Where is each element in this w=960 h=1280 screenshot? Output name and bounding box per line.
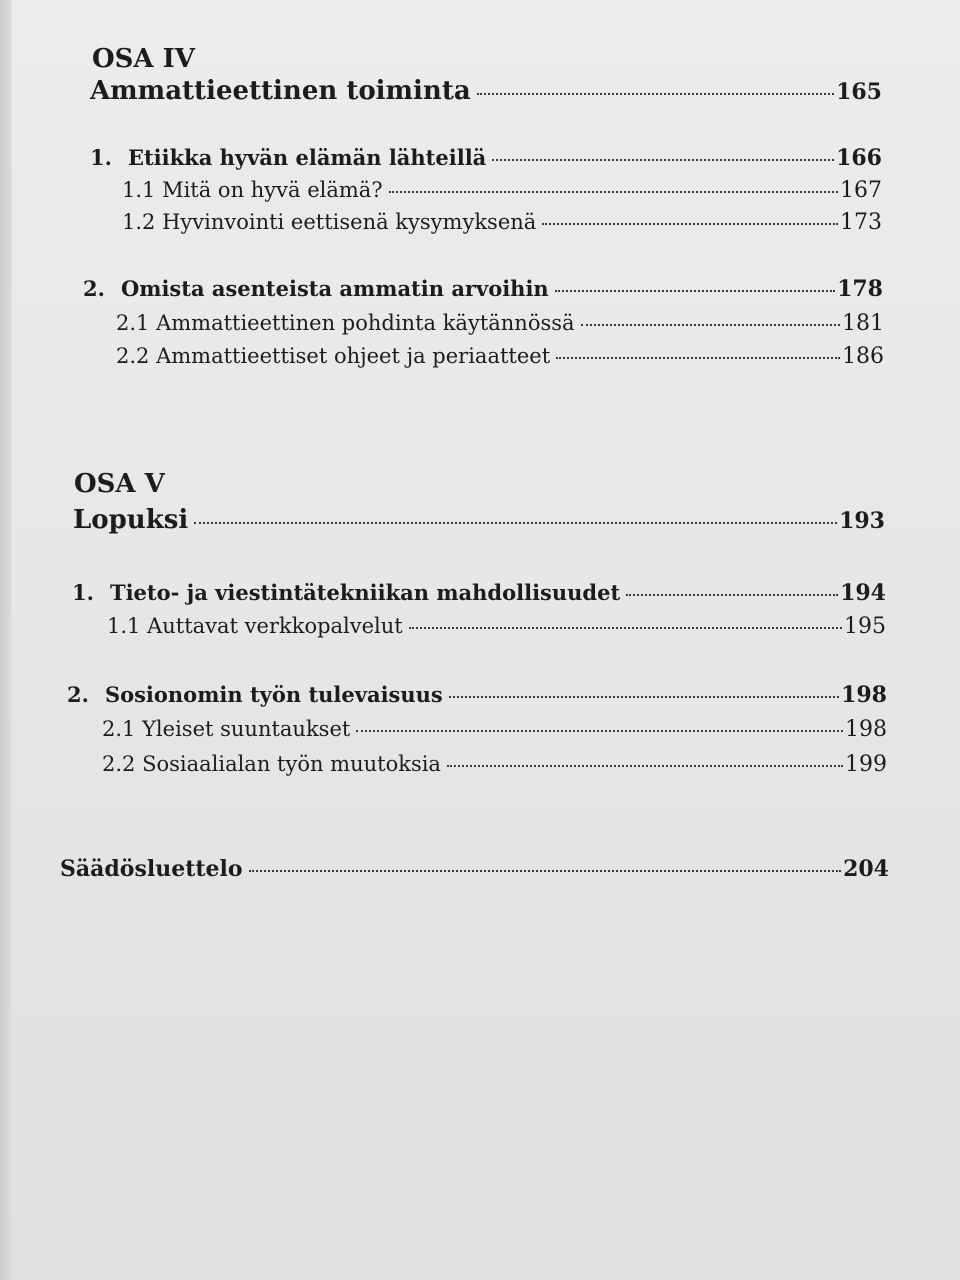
- toc-entry-chapter[interactable]: [72, 580, 886, 606]
- chapter-number: 1.: [90, 145, 112, 170]
- toc-entry-section[interactable]: [122, 210, 882, 235]
- dot-leader: [389, 191, 838, 193]
- chapter-number: 2.: [83, 276, 105, 301]
- part-title: Lopuksi: [73, 505, 189, 535]
- page-number: 195: [844, 614, 886, 639]
- page-number: 173: [840, 210, 882, 235]
- dot-leader: [409, 627, 842, 629]
- section-title: 1.1 Mitä on hyvä elämä?: [122, 178, 383, 202]
- page-number: 186: [842, 344, 884, 369]
- dot-leader: [556, 357, 840, 359]
- part-label-osa-iv: OSA IV: [92, 44, 195, 74]
- dot-leader: [447, 765, 843, 767]
- toc-entry-section[interactable]: [116, 311, 884, 336]
- page-number: 198: [845, 717, 887, 742]
- page-number: 166: [836, 145, 882, 171]
- part-label-osa-v: OSA V: [74, 469, 165, 499]
- part-title: Ammattieettinen toiminta: [90, 76, 471, 106]
- toc-entry-part-iv[interactable]: [90, 76, 882, 106]
- dot-leader: [449, 696, 839, 698]
- toc-entry-section[interactable]: [102, 752, 887, 777]
- section-title: 1.1 Auttavat verkkopalvelut: [107, 614, 403, 638]
- section-title: 2.1 Yleiset suuntaukset: [102, 717, 351, 741]
- chapter-title: Omista asenteista ammatin arvoihin: [120, 276, 549, 301]
- page-number: 193: [839, 508, 885, 534]
- dot-leader: [492, 159, 834, 161]
- dot-leader: [542, 223, 838, 225]
- page-number: 165: [836, 79, 882, 105]
- page-number: 167: [840, 178, 882, 203]
- chapter-title: Etiikka hyvän elämän lähteillä: [127, 145, 487, 170]
- toc-entry-section[interactable]: [102, 717, 887, 742]
- chapter-number: 1.: [72, 580, 94, 605]
- dot-leader: [249, 870, 842, 872]
- section-title: 2.1 Ammattieettinen pohdinta käytännössä: [116, 311, 575, 335]
- page-number: 194: [840, 580, 886, 606]
- toc-entry-chapter[interactable]: [67, 682, 887, 708]
- page-number: 178: [837, 276, 883, 302]
- page-number: 204: [843, 856, 889, 882]
- toc-entry-section[interactable]: [116, 344, 884, 369]
- section-title: 1.2 Hyvinvointi eettisenä kysymyksenä: [122, 210, 537, 234]
- appendix-title: Säädösluettelo: [60, 856, 243, 882]
- dot-leader: [555, 290, 835, 292]
- page-edge: [0, 0, 12, 1280]
- chapter-number: 2.: [67, 682, 89, 707]
- dot-leader: [581, 324, 840, 326]
- dot-leader: [477, 93, 834, 95]
- toc-entry-appendix[interactable]: [60, 856, 889, 882]
- chapter-title: Sosionomin työn tulevaisuus: [104, 682, 443, 707]
- section-title: 2.2 Ammattieettiset ohjeet ja periaatteet: [116, 344, 551, 368]
- toc-entry-part-v[interactable]: [73, 505, 885, 535]
- dot-leader: [626, 594, 838, 596]
- dot-leader: [356, 730, 843, 732]
- toc-entry-chapter[interactable]: [90, 145, 882, 171]
- page-number: 199: [845, 752, 887, 777]
- chapter-title: Tieto- ja viestintätekniikan mahdollisuudet: [109, 580, 621, 605]
- toc-entry-section[interactable]: [122, 178, 882, 203]
- toc-entry-section[interactable]: [107, 614, 886, 639]
- page-number: 181: [842, 311, 884, 336]
- page-number: 198: [841, 682, 887, 708]
- section-title: 2.2 Sosiaalialan työn muutoksia: [102, 752, 441, 776]
- dot-leader: [194, 522, 837, 524]
- toc-entry-chapter[interactable]: [83, 276, 883, 302]
